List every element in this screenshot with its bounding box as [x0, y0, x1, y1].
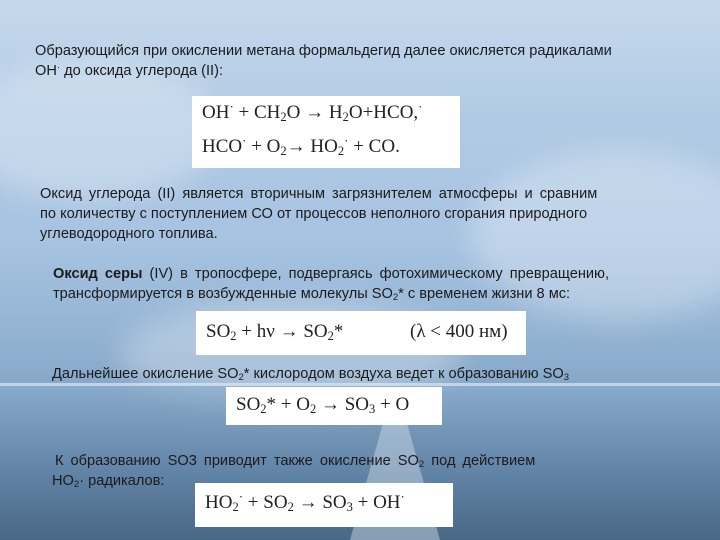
text-fragment: (IV) в тропосфере, подвергаясь фотохимическому превращению, [142, 266, 610, 282]
equation-2 [206, 321, 343, 343]
radical-dot: · [344, 133, 349, 148]
subscript: 2 [280, 144, 287, 158]
subscript: 3 [563, 372, 570, 383]
eq-term: SO [206, 321, 231, 342]
text-fragment: ОН [35, 63, 57, 79]
bold-term: Оксид серы [53, 266, 143, 282]
subscript: 2 [327, 329, 334, 343]
equation-box-2 [196, 311, 526, 355]
radical-dot: · [229, 99, 234, 114]
paragraph-3-line-2 [53, 285, 570, 305]
eq-term: + CO. [348, 136, 400, 157]
eq-term: → SO [316, 394, 370, 415]
subscript: 2 [230, 329, 237, 343]
eq-term: → SO [293, 492, 347, 513]
eq-term: O → H [286, 102, 343, 123]
subscript: 2 [232, 500, 239, 514]
text-fragment: НО [52, 473, 74, 489]
radical-dot: · [418, 99, 423, 114]
text-fragment: трансформируется в возбужденные молекулы SO [53, 286, 393, 302]
equation-1-line-2 [202, 133, 400, 158]
eq-term: O+HCO, [348, 102, 419, 123]
subscript: 3 [346, 500, 353, 514]
subscript: 3 [369, 402, 376, 416]
paragraph-5-line-2 [52, 472, 164, 492]
radical-dot: · [56, 62, 61, 73]
text-fragment: Дальнейшее окисление SO [52, 366, 239, 382]
eq-term: * [333, 321, 344, 342]
paragraph-5-line-1 [55, 452, 535, 472]
subscript: 2 [73, 479, 80, 490]
text-fragment: * с временем жизни 8 мс: [398, 286, 571, 302]
paragraph-1-line-2 [35, 62, 223, 82]
paragraph-1-line-1: Образующийся при окислении метана формальдегид далее окисляется радикалами [35, 43, 612, 59]
text-fragment: до оксида углерода (II): [60, 63, 224, 79]
equation-3 [236, 394, 409, 416]
subscript: 2 [337, 144, 345, 158]
radical-dot: · [400, 489, 405, 504]
radical-dot: · [238, 489, 244, 504]
eq-term: SO [236, 394, 261, 415]
equation-2-condition: (λ < 400 нм) [410, 321, 508, 342]
equation-4 [205, 489, 405, 514]
text-fragment: под действием [424, 453, 536, 469]
eq-term: → HO [286, 136, 338, 157]
equation-1-line-1 [202, 99, 423, 124]
eq-term: + OH [352, 492, 401, 513]
subscript: 2 [309, 402, 317, 416]
eq-term: + O [246, 136, 281, 157]
eq-term: + SO [243, 492, 288, 513]
text-fragment: · радикалов: [79, 473, 165, 489]
subscript: 2 [280, 110, 287, 124]
eq-term: + O [375, 394, 410, 415]
text-fragment: * кислородом воздуха ведет к образованию SO [243, 366, 564, 382]
equation-box-1 [192, 96, 460, 168]
subscript: 2 [238, 372, 244, 383]
paragraph-2-line-3: углеводородного топлива. [40, 226, 218, 242]
eq-term: * + O [266, 394, 310, 415]
paragraph-2-line-1: Оксид углерода (II) является вторичным загрязнителем атмосферы и сравним [40, 186, 598, 202]
paragraph-2-line-2: по количеству с поступлением СО от процессов неполного сгорания природного [40, 206, 588, 222]
equation-box-4 [195, 483, 453, 527]
eq-term: + hν → SO [236, 321, 328, 342]
subscript: 2 [342, 110, 349, 124]
equation-box-3 [226, 387, 442, 425]
eq-term: HO [205, 492, 233, 513]
eq-term: + CH [233, 102, 281, 123]
eq-term: HCO [202, 136, 243, 157]
subscript: 2 [392, 292, 399, 303]
text-fragment: К образованию SO3 приводит также окисление SO [55, 453, 419, 469]
paragraph-3-line-1 [53, 265, 609, 285]
subscript: 2 [287, 500, 294, 514]
radical-dot: · [242, 133, 247, 148]
subscript: 2 [418, 459, 425, 470]
paragraph-4 [52, 365, 569, 385]
eq-term: OH [202, 102, 230, 123]
subscript: 2 [260, 402, 267, 416]
